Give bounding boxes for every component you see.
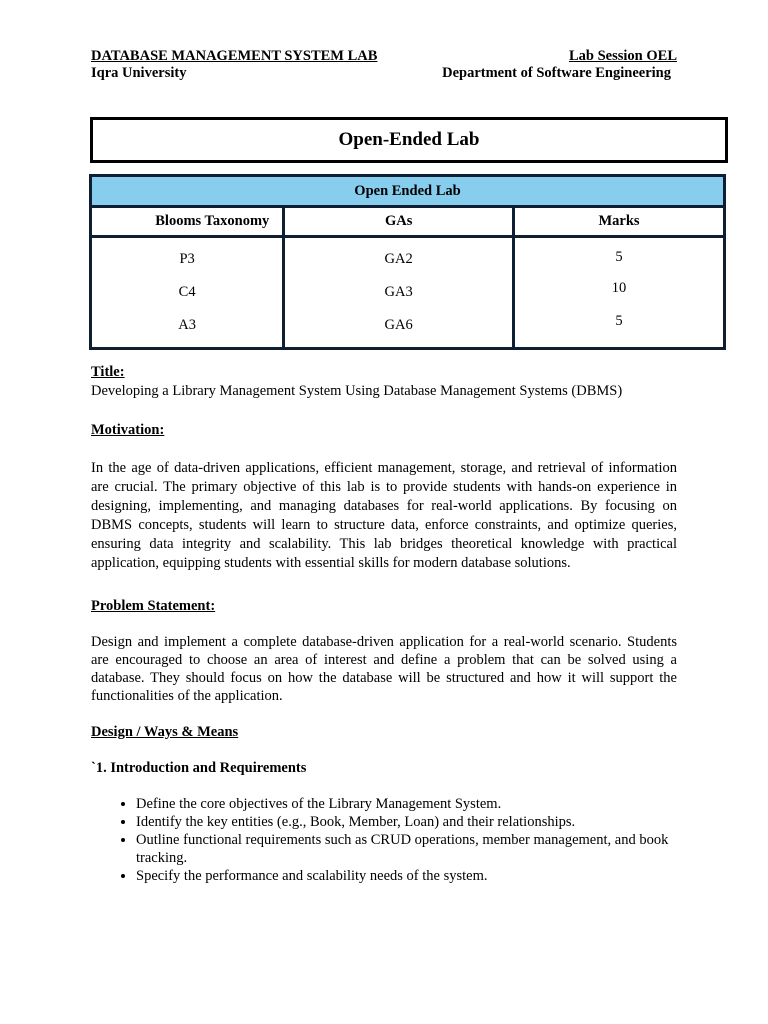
marks-value: 5 bbox=[615, 249, 623, 265]
ga-table bbox=[89, 174, 726, 350]
blooms-value: P3 bbox=[179, 251, 195, 267]
gas-cell bbox=[284, 237, 514, 349]
banner-title: Open-Ended Lab bbox=[338, 129, 480, 150]
design-section bbox=[91, 723, 677, 885]
problem-label: Problem Statement: bbox=[91, 598, 216, 614]
ga-value: GA3 bbox=[384, 284, 413, 300]
blooms-cell bbox=[91, 237, 284, 349]
col-header-blooms: Blooms Taxonomy bbox=[91, 207, 284, 237]
ga-value: GA2 bbox=[384, 251, 413, 267]
title-section bbox=[91, 363, 677, 401]
requirements-list bbox=[91, 795, 677, 885]
marks-cell bbox=[514, 237, 725, 349]
title-text: Developing a Library Management System Using Database Management Systems (DBMS) bbox=[91, 383, 623, 399]
problem-section bbox=[91, 597, 677, 705]
list-item: • Identify the key entities (e.g., Book, Member, Loan) and their relationships. bbox=[136, 813, 677, 831]
university-name: Iqra University bbox=[91, 65, 187, 81]
header-line-2 bbox=[91, 65, 671, 82]
title-label: Title: bbox=[91, 364, 125, 380]
list-item: • Define the core objectives of the Library Management System. bbox=[136, 795, 677, 813]
list-item: • Specify the performance and scalability needs of the system. bbox=[136, 867, 677, 885]
blooms-value: C4 bbox=[178, 284, 196, 300]
header-line-1 bbox=[91, 48, 677, 65]
list-item: • Outline functional requirements such as CRUD operations, member management, and book tracking. bbox=[136, 831, 677, 867]
problem-text: Design and implement a complete database-driven application for a real-world scenario. Students are encouraged to choose an area of interest and define a problem that can be solved using a database. They should focus on how the database will be structured and how it will support the functionalities of the application. bbox=[91, 634, 677, 704]
motivation-text: In the age of data-driven applications, efficient management, storage, and retrieval of information are crucial. The primary objective of this lab is to provide students with hands-on experience in designing, implementing, and managing databases for real-world applications. By focusing on DBMS concepts, students will learn to structure data, enforce constraints, and optimize queries, ensuring data integrity and scalability. This lab bridges theoretical knowledge with practical application, equipping students with essential skills for modern database solutions. bbox=[91, 460, 677, 571]
table-caption: Open Ended Lab bbox=[91, 176, 725, 207]
col-header-marks: Marks bbox=[514, 207, 725, 237]
motivation-label: Motivation: bbox=[91, 422, 165, 438]
session-label: Lab Session OEL bbox=[569, 48, 677, 64]
design-label: Design / Ways & Means bbox=[91, 724, 239, 740]
marks-value: 10 bbox=[611, 280, 627, 296]
ga-value: GA6 bbox=[384, 317, 413, 333]
marks-value: 5 bbox=[615, 313, 623, 329]
department-name: Department of Software Engineering bbox=[442, 65, 671, 81]
open-ended-lab-banner bbox=[90, 117, 728, 163]
col-header-gas: GAs bbox=[284, 207, 514, 237]
course-title: DATABASE MANAGEMENT SYSTEM LAB bbox=[91, 48, 378, 64]
requirements-heading: `1. Introduction and Requirements bbox=[91, 760, 307, 776]
motivation-section bbox=[91, 421, 677, 573]
blooms-value: A3 bbox=[178, 317, 196, 333]
